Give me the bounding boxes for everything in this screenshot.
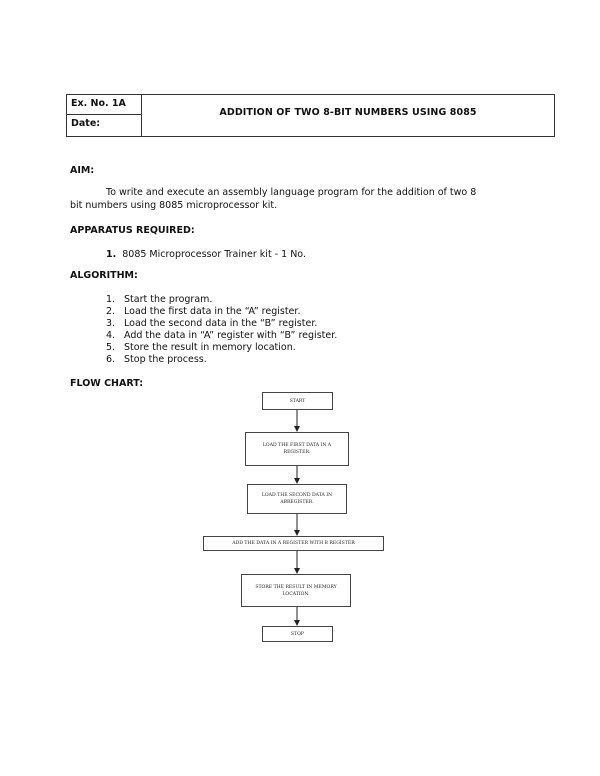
- flowchart-load-second-box: LOAD THE SECOND DATA IN ABREGISTER.: [247, 484, 347, 514]
- aim-text-line-1: To write and execute an assembly language program for the addition of two 8: [106, 187, 477, 198]
- algorithm-heading: ALGORITHM:: [70, 270, 138, 281]
- flowchart-start-box: START: [262, 392, 333, 410]
- algorithm-step: [106, 306, 337, 318]
- date-label: Date:: [71, 118, 101, 129]
- algorithm-step-text: Load the first data in the “A” register.: [124, 306, 301, 317]
- apparatus-item-text: 8085 Microprocessor Trainer kit - 1 No.: [122, 249, 306, 260]
- flowchart-heading: FLOW CHART:: [70, 378, 143, 389]
- algorithm-step: [106, 354, 337, 366]
- apparatus-heading: APPARATUS REQUIRED:: [70, 225, 195, 236]
- flowchart-store-box: STORE THE RESULT IN MEMORY LOCATION.: [241, 574, 351, 607]
- algorithm-step: [106, 330, 337, 342]
- header-table: [66, 94, 555, 137]
- algorithm-step-number: 1.: [106, 294, 116, 305]
- document-title: ADDITION OF TWO 8-BIT NUMBERS USING 8085: [219, 107, 477, 118]
- flowchart-load-first-box: LOAD THE FIRST DATA IN A REGISTER.: [245, 432, 349, 466]
- algorithm-step-number: 6.: [106, 354, 116, 365]
- algorithm-step-text: Add the data in “A” register with “B” register.: [124, 330, 338, 341]
- algorithm-step: [106, 294, 337, 306]
- algorithm-step-text: Start the program.: [124, 294, 213, 305]
- apparatus-item-number: 1.: [106, 249, 117, 260]
- header-divider: [67, 114, 141, 115]
- algorithm-step-number: 4.: [106, 330, 116, 341]
- algorithm-step-text: Store the result in memory location.: [124, 342, 296, 353]
- algorithm-step: [106, 342, 337, 354]
- algorithm-list: [106, 294, 337, 366]
- algorithm-step-number: 3.: [106, 318, 116, 329]
- aim-text-line-2: bit numbers using 8085 microprocessor kit.: [70, 200, 278, 211]
- flowchart-add-box: ADD THE DATA IN A REGISTER WITH B REGISTER: [203, 536, 384, 551]
- algorithm-step: [106, 318, 337, 330]
- algorithm-step-number: 2.: [106, 306, 116, 317]
- algorithm-step-text: Load the second data in the “B” register.: [124, 318, 318, 329]
- aim-heading: AIM:: [70, 165, 95, 176]
- exercise-number: Ex. No. 1A: [71, 98, 126, 109]
- flowchart-stop-box: STOP: [262, 626, 333, 642]
- apparatus-item: [106, 248, 306, 261]
- algorithm-step-text: Stop the process.: [124, 354, 207, 365]
- algorithm-step-number: 5.: [106, 342, 116, 353]
